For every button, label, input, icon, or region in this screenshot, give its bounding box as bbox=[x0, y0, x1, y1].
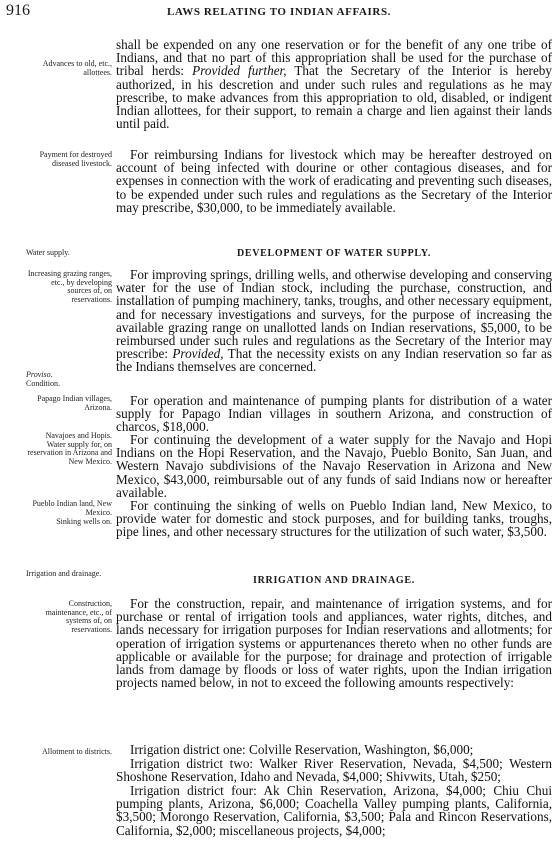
paragraph-navajo: For continuing the development of a water supply for the Navajo and Hopi Indians on the Hopi Reservation, and the Navajo, Pueblo Bonito, San Juan, and Western Navajo subdivisions of the Navajo Reservation in Arizona and New Mexico, $43,000, reimbursable out of any funds of said Indians now or hereafter available. bbox=[116, 432, 552, 500]
paragraph-advances: shall be expended on any one reservation or for the benefit of any one tribe of Indians, and that no part of this appropriation shall be used for the purchase of tribal herds: Provided further, That the Secretary of the Interior is hereby authorized, in his descretion and under such rules and regulations as he may prescribe, to make advances from this appropriation to old, disabled, or indigent Indian allottees, for their support, to remain a charge and lien against their lands until paid. bbox=[116, 37, 552, 132]
margin-note-navajo: Navajoes and Hopis. Water supply for, on reservation in Arizona and New Mexico. bbox=[27, 431, 112, 466]
margin-note-construction: Construction, maintenance, etc., of systems of, on reservations. bbox=[45, 599, 112, 634]
paragraph-pueblo: For continuing the sinking of wells on Pueblo Indian land, New Mexico, to provide water for domestic and stock purposes, and for building tanks, troughs, pipe lines, and other necessary structures for the utilization of such water, $3,500. bbox=[116, 498, 552, 540]
paragraph-livestock: For reimbursing Indians for livestock which may be hereafter destroyed on account of being infected with dourine or other contagious diseases, and for expenses in connection with the work of eradicating and preventing such diseases, to be expended under such rules and regulations as the Secretary of the Interior may prescribe, $30,000, to be immediately available. bbox=[116, 147, 552, 215]
margin-note-sinking: Sinking wells on. bbox=[56, 517, 112, 526]
margin-note-allotment: Allotment to districts. bbox=[42, 747, 112, 756]
running-head: LAWS RELATING TO INDIAN AFFAIRS. bbox=[166, 6, 392, 18]
margin-note-payment: Payment for destroyed diseased livestock. bbox=[39, 150, 112, 168]
paragraph-district-two: Irrigation district two: Walker River Reservation, Nevada, $4,500; Western Shoshone Reservation, Idaho and Nevada, $4,000; Shivwits, Utah, $250; bbox=[116, 756, 552, 785]
paragraph-district-one: Irrigation district one: Colville Reservation, Washington, $6,000; bbox=[130, 742, 474, 757]
margin-note-papago: Papago Indian villages, Arizona. bbox=[37, 394, 112, 412]
heading-water-supply: DEVELOPMENT OF WATER SUPPLY. bbox=[236, 248, 432, 259]
margin-note-condition: Condition. bbox=[26, 379, 61, 388]
proviso-italic: Provided, bbox=[172, 346, 224, 362]
margin-note-increasing-grazing: Increasing grazing ranges, etc., by developing sources of, on reservations. bbox=[27, 269, 112, 304]
heading-irrigation: IRRIGATION AND DRAINAGE. bbox=[253, 575, 415, 586]
paragraph-district-four: Irrigation district four: Ak Chin Reservation, Arizona, $4,000; Chiu Chui pumping plants, Arizona, $6,000; Coachella Valley pumping plants, California, $3,500; Morongo Reservation, California, $3,500; Pala and Rincon Reservations, California, $2,000; miscellaneous projects, $4,000; bbox=[116, 783, 552, 838]
paragraph-grazing: For improving springs, drilling wells, and otherwise developing and conserving water for the use of Indian stock, including the purchase, construction, and installation of pumping machinery, tanks, troughs, and other necessary equipment, and for necessary investigations and surveys, for the purpose of increasing the available grazing range on unallotted lands on Indian reservations, $5,000, to be reimbursed under such rules and regulations as the Secretary of the Interior may prescribe: Provided, That the necessity exists on any Indian reservation so far as the Indians themselves are concerned. bbox=[116, 267, 552, 375]
paragraph-papago: For operation and maintenance of pumping plants for distribution of a water supply for Papago Indian villages in southern Arizona, and construction of charcos, $18,000. bbox=[116, 393, 552, 435]
margin-note-irrigation: Irrigation and drainage. bbox=[26, 569, 102, 578]
margin-note-water-supply: Water supply. bbox=[26, 248, 70, 257]
margin-note-proviso: Proviso. bbox=[26, 370, 53, 379]
paragraph-irrigation: For the construction, repair, and maintenance of irrigation systems, and for purchase or rental of irrigation tools and appliances, water rights, ditches, and lands necessary for irrigation purposes for Indian reservations and allotments; for operation of irrigation systems or appurtenances thereto when no other funds are applicable or available for the purpose; for drainage and protection of irrigable lands from damage by floods or loss of water rights, upon the Indian irrigation projects named below, in not to exceed the following amounts respectively: bbox=[116, 596, 552, 691]
proviso-italic: Provided further, bbox=[192, 63, 287, 79]
page-number: 916 bbox=[6, 2, 30, 19]
margin-note-advances: Advances to old, etc., allottees. bbox=[42, 59, 112, 77]
margin-note-pueblo: Pueblo Indian land, New Mexico. bbox=[32, 499, 112, 517]
